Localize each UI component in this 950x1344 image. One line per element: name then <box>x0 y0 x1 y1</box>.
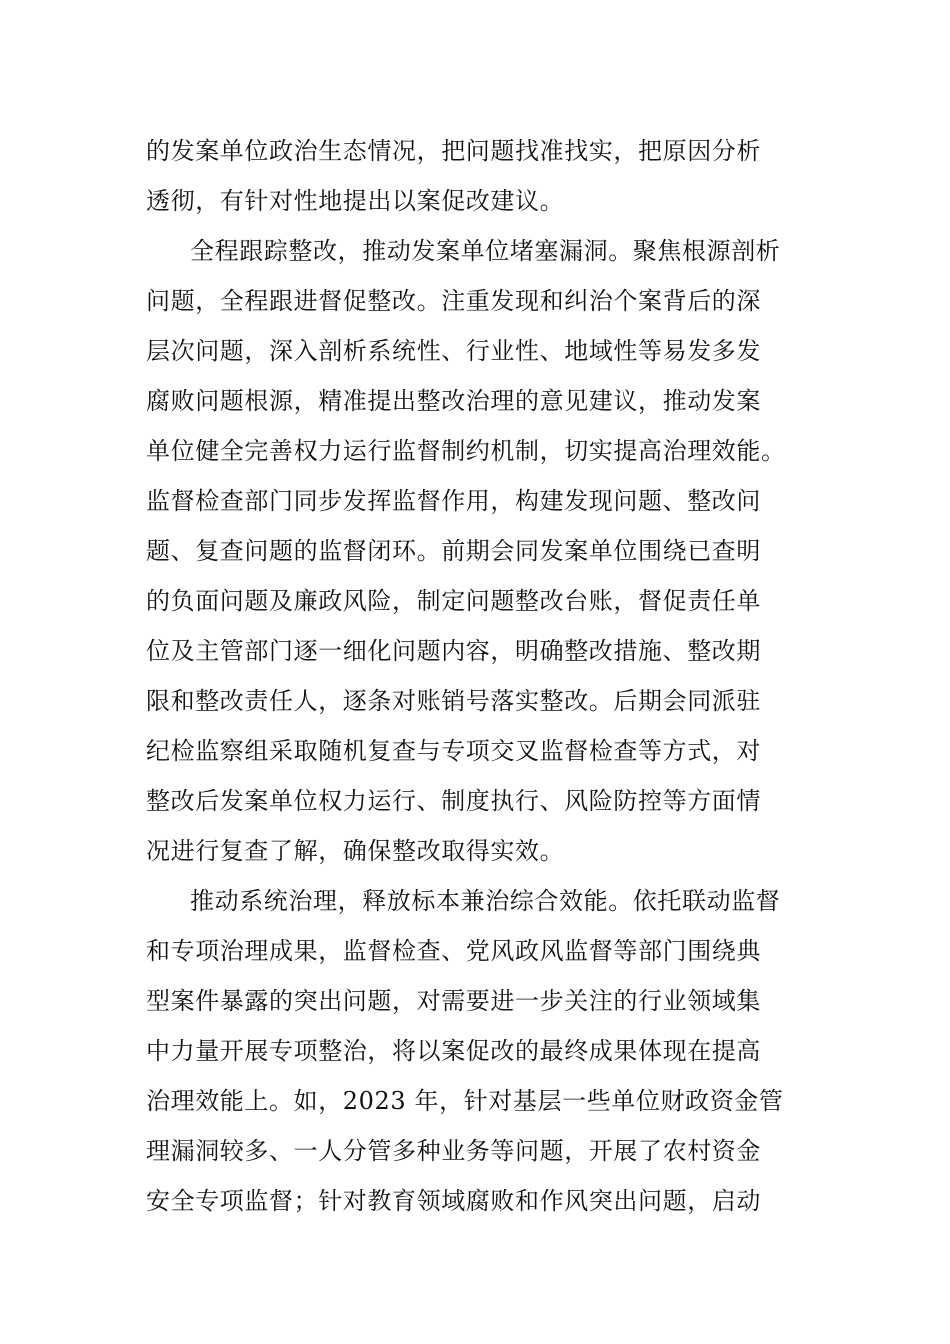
paragraph-line: 中力量开展专项整治，将以案促改的最终成果体现在提高 <box>146 1037 761 1065</box>
paragraph-line: 治理效能上。如，2023 年，针对基层一些单位财政资金管 <box>146 1087 784 1115</box>
paragraph-2 <box>146 226 810 876</box>
paragraph-line: 整改后发案单位权力运行、制度执行、风险防控等方面情 <box>146 787 761 815</box>
paragraph-line: 监督检查部门同步发挥监督作用，构建发现问题、整改问 <box>146 487 761 515</box>
paragraph-3 <box>146 876 810 1226</box>
paragraph-line: 安全专项监督；针对教育领域腐败和作风突出问题，启动 <box>146 1187 761 1215</box>
paragraph-line: 全程跟踪整改，推动发案单位堵塞漏洞。聚焦根源剖析 <box>190 237 781 265</box>
paragraph-line: 理漏洞较多、一人分管多种业务等问题，开展了农村资金 <box>146 1137 761 1165</box>
paragraph-line: 推动系统治理，释放标本兼治综合效能。依托联动监督 <box>190 887 781 915</box>
paragraph-line: 和专项治理成果，监督检查、党风政风监督等部门围绕典 <box>146 937 761 965</box>
paragraph-line: 透彻，有针对性地提出以案促改建议。 <box>146 187 565 215</box>
paragraph-line: 况进行复查了解，确保整改取得实效。 <box>146 837 565 865</box>
paragraph-line: 型案件暴露的突出问题，对需要进一步关注的行业领域集 <box>146 987 761 1015</box>
paragraph-line: 位及主管部门逐一细化问题内容，明确整改措施、整改期 <box>146 637 761 665</box>
paragraph-line: 限和整改责任人，逐条对账销号落实整改。后期会同派驻 <box>146 687 761 715</box>
paragraph-line: 的负面问题及廉政风险，制定问题整改台账，督促责任单 <box>146 587 761 615</box>
paragraph-line: 的发案单位政治生态情况，把问题找准找实，把原因分析 <box>146 137 761 165</box>
document-body <box>146 126 810 1226</box>
paragraph-line: 题、复查问题的监督闭环。前期会同发案单位围绕已查明 <box>146 537 761 565</box>
paragraph-line: 单位健全完善权力运行监督制约机制，切实提高治理效能。 <box>146 437 786 465</box>
paragraph-1 <box>146 126 810 226</box>
paragraph-line: 纪检监察组采取随机复查与专项交叉监督检查等方式，对 <box>146 737 761 765</box>
paragraph-line: 腐败问题根源，精准提出整改治理的意见建议，推动发案 <box>146 387 761 415</box>
paragraph-line: 层次问题，深入剖析系统性、行业性、地域性等易发多发 <box>146 337 761 365</box>
paragraph-line: 问题，全程跟进督促整改。注重发现和纠治个案背后的深 <box>146 287 761 315</box>
